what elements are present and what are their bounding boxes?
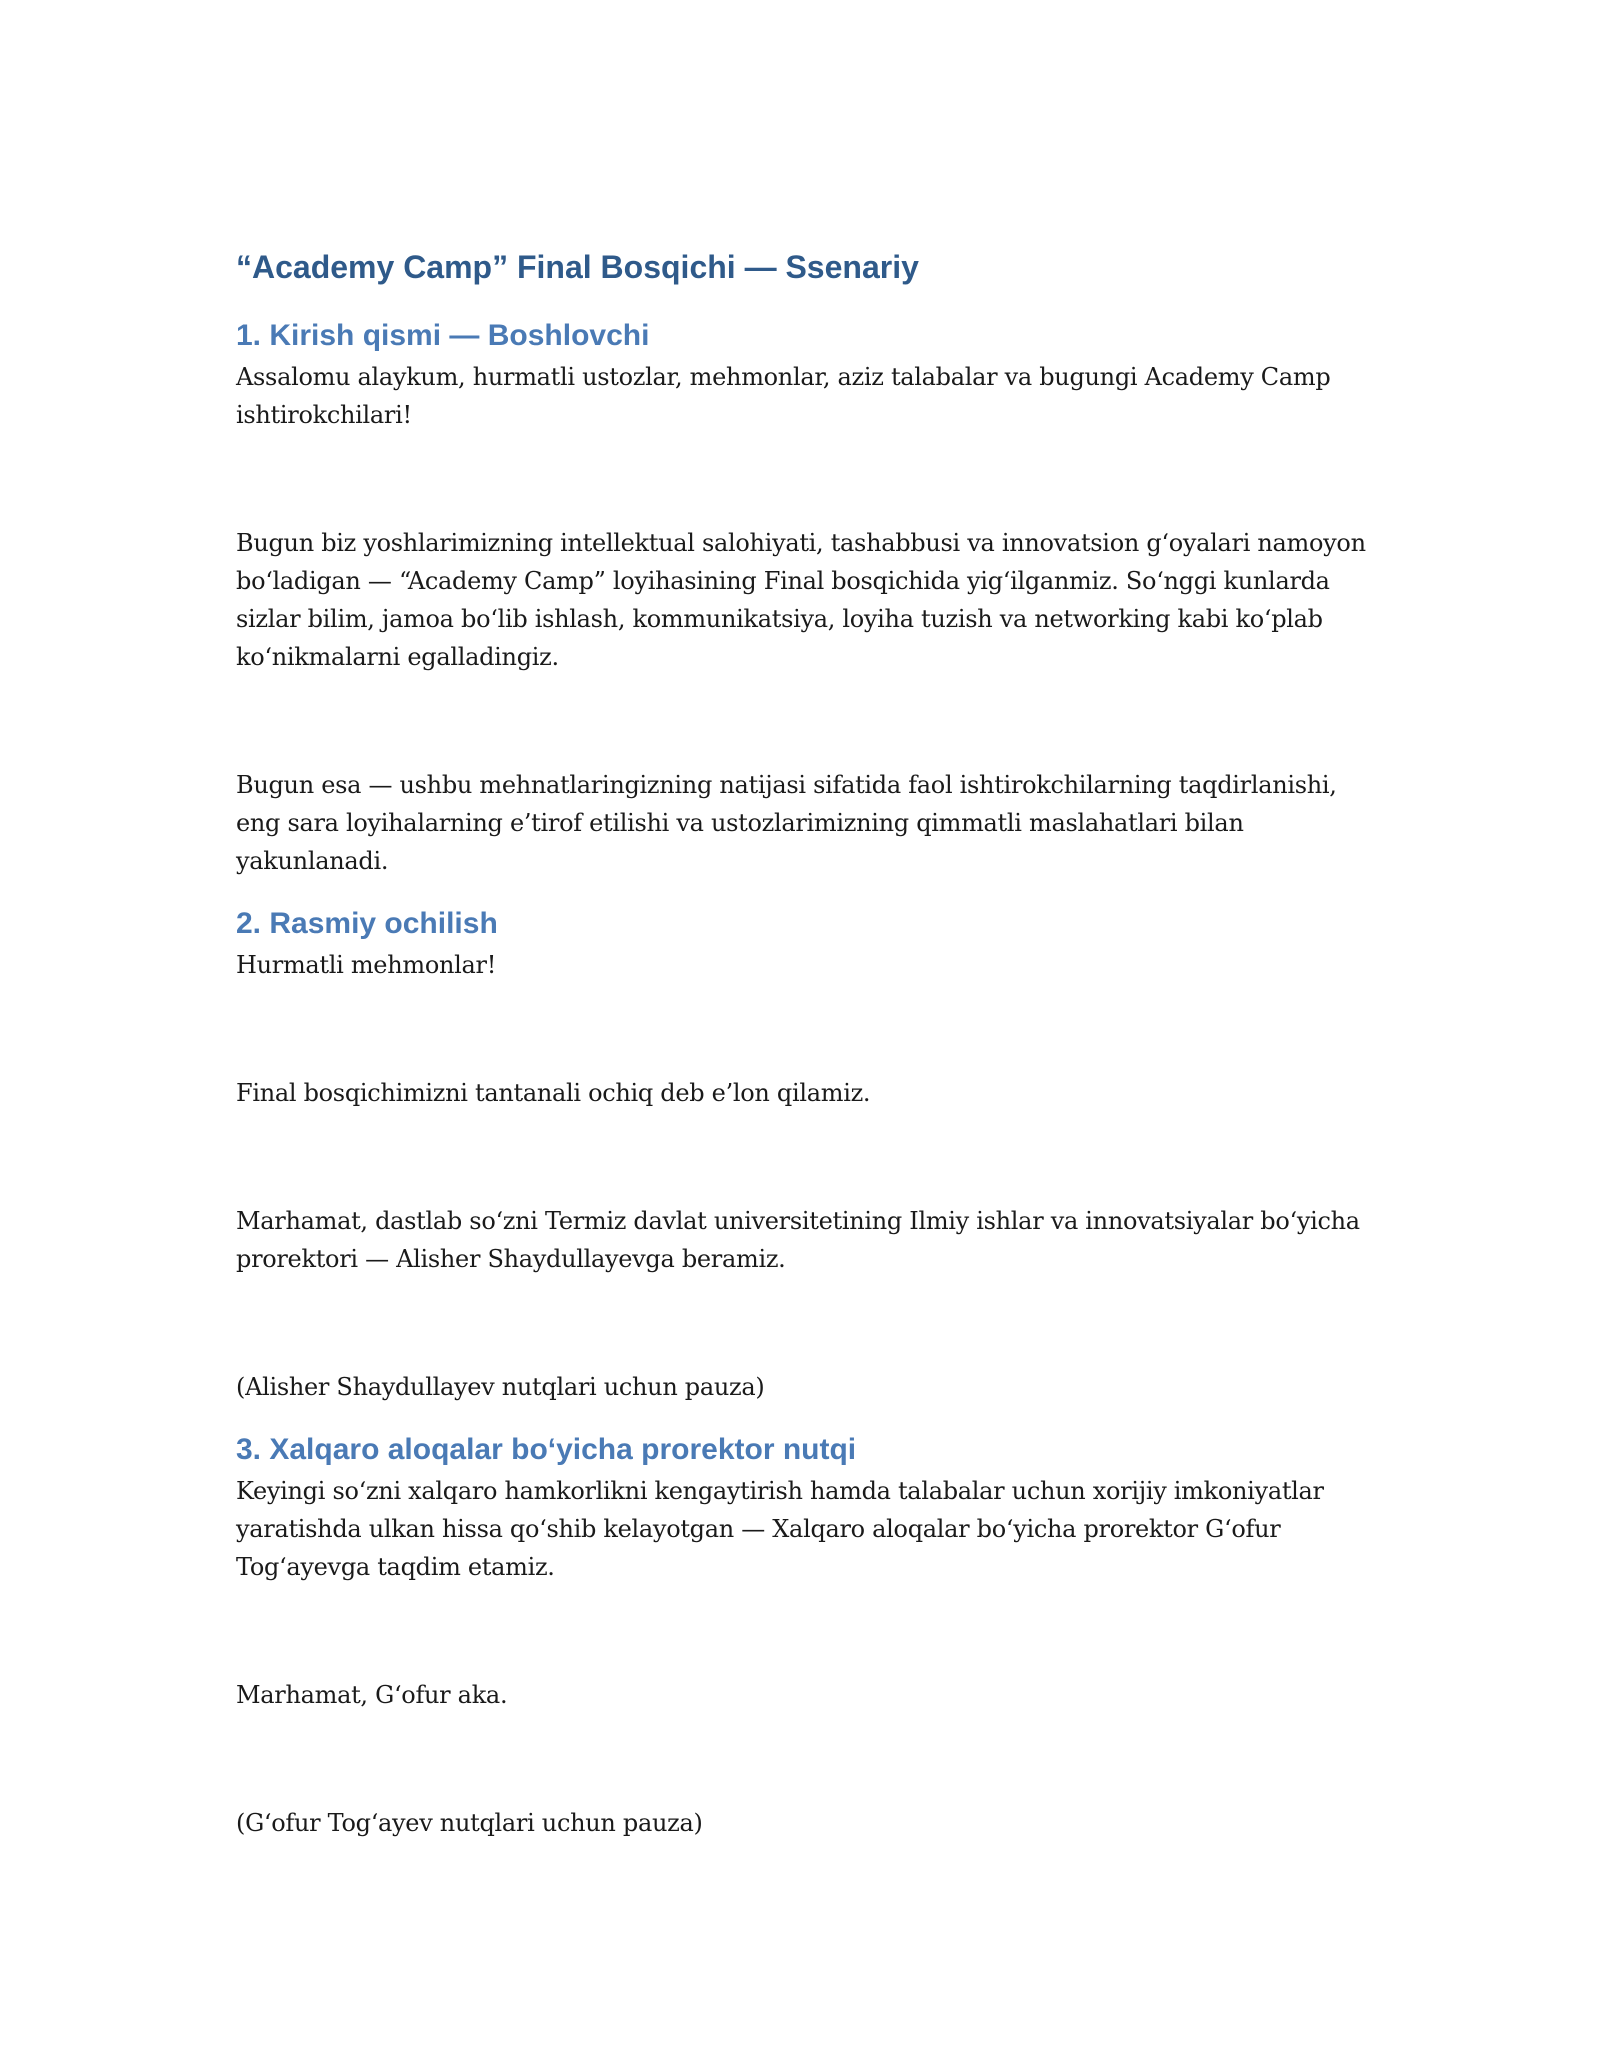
document-body bbox=[236, 248, 1376, 1842]
paragraph: Keyingi so‘zni xalqaro hamkorlikni kengaytirish hamda talabalar uchun xorijiy imkoniyatlar yaratishda ulkan hissa qo‘shib kelayotgan — Xalqaro aloqalar bo‘yicha prorektor G‘ofur Tog‘ayevga taqdim etamiz. bbox=[236, 1477, 1324, 1582]
document-title: “Academy Camp” Final Bosqichi — Ssenariy bbox=[236, 249, 919, 285]
paragraph: Final bosqichimizni tantanali ochiq deb e’lon qilamiz. bbox=[236, 1079, 871, 1108]
spacer bbox=[236, 880, 1376, 906]
paragraph: (G‘ofur Tog‘ayev nutqlari uchun pauza) bbox=[236, 1809, 703, 1838]
section-heading-opening: 2. Rasmiy ochilish bbox=[236, 907, 498, 941]
paragraph: Marhamat, dastlab so‘zni Termiz davlat universitetining Ilmiy ishlar va innovatsiyalar bo‘yicha prorektori — Alisher Shaydullayevga beramiz. bbox=[236, 1207, 1360, 1274]
spacer bbox=[236, 434, 1376, 524]
spacer bbox=[236, 676, 1376, 766]
spacer bbox=[236, 984, 1376, 1074]
paragraph: Assalomu alaykum, hurmatli ustozlar, mehmonlar, aziz talabalar va bugungi Academy Camp ishtirokchilari! bbox=[236, 363, 1331, 430]
section-heading-international: 3. Xalqaro aloqalar bo‘yicha prorektor nutqi bbox=[236, 1433, 857, 1467]
spacer bbox=[236, 1586, 1376, 1676]
paragraph: Bugun esa — ushbu mehnatlaringizning natijasi sifatida faol ishtirokchilarning taqdirlanishi, eng sara loyihalarning e’tirof etilishi va ustozlarimizning qimmatli maslahatlari bilan yakunlanadi. bbox=[236, 771, 1337, 876]
spacer bbox=[236, 1112, 1376, 1202]
paragraph: Hurmatli mehmonlar! bbox=[236, 951, 497, 980]
section-heading-intro: 1. Kirish qismi — Boshlovchi bbox=[236, 319, 650, 353]
spacer bbox=[236, 1406, 1376, 1432]
paragraph: (Alisher Shaydullayev nutqlari uchun pauza) bbox=[236, 1373, 765, 1402]
paragraph: Marhamat, G‘ofur aka. bbox=[236, 1681, 508, 1710]
spacer bbox=[236, 1714, 1376, 1804]
spacer bbox=[236, 1278, 1376, 1368]
paragraph: Bugun biz yoshlarimizning intellektual salohiyati, tashabbusi va innovatsion g‘oyalari namoyon bo‘ladigan — “Academy Camp” loyihasining Final bosqichida yig‘ilganmiz. So‘nggi kunlarda sizlar bilim, jamoa bo‘lib ishlash, kommunikatsiya, loyiha tuzish va networking kabi ko‘plab ko‘nikmalarni egalladingiz. bbox=[236, 529, 1366, 672]
